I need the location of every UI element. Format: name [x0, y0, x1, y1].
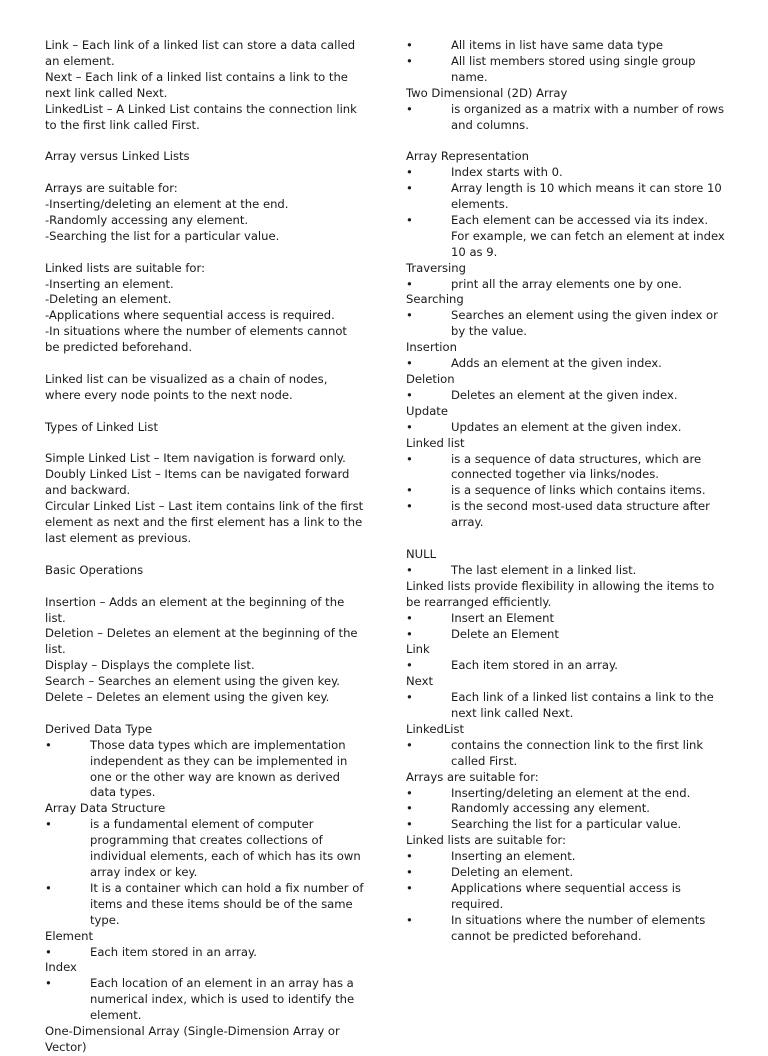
right-bullet-item: [406, 165, 728, 181]
bullet-dot: •: [406, 881, 413, 895]
left-text-line: Deletion – Deletes an element at the beginning of the list.: [45, 626, 358, 657]
bullet-text: Array length is 10 which means it can store 10 elements.: [451, 181, 722, 212]
bullet-dot: •: [45, 880, 52, 895]
left-spacer: [45, 356, 365, 372]
bullet-dot: •: [406, 212, 413, 227]
right-bullet-item: [406, 499, 728, 531]
left-text-line: Doubly Linked List – Items can be navigated forward and backward.: [45, 467, 350, 498]
bullet-text: is the second most-used data structure after array.: [451, 499, 710, 530]
right-text-line: Update: [406, 403, 448, 418]
right-bullet-item: [406, 627, 728, 643]
left-bullet-item: [45, 738, 365, 802]
bullet-dot: •: [406, 849, 413, 864]
bullet-text: contains the connection link to the first link called First.: [451, 737, 704, 768]
bullet-text: Deleting an element.: [451, 865, 574, 880]
right-bullet-item: [406, 611, 728, 627]
right-bullet-item: [406, 849, 728, 865]
right-text-line: Link: [406, 642, 430, 657]
bullet-text: print all the array elements one by one.: [451, 276, 682, 291]
bullet-dot: •: [45, 976, 52, 991]
bullet-text: Each location of an element in an array has a numerical index, which is used to identify the element.: [90, 976, 355, 1023]
left-text-line: Delete – Deletes an element using the given key.: [45, 690, 330, 705]
right-spacer: [406, 531, 728, 547]
right-text-line: Traversing: [406, 260, 466, 275]
bullet-text: Index starts with 0.: [451, 165, 563, 180]
right-bullet-item: [406, 308, 728, 340]
right-bullet-item: [406, 38, 728, 54]
bullet-dot: •: [406, 165, 413, 180]
right-bullet-item: [406, 483, 728, 499]
right-text-line: Linked list: [406, 435, 465, 450]
right-text-line: Two Dimensional (2D) Array: [406, 85, 568, 100]
bullet-text: is a sequence of data structures, which are connected together via links/nodes.: [451, 451, 702, 482]
bullet-text: Each item stored in an array.: [451, 658, 618, 673]
left-text-line: Array Data Structure: [45, 801, 166, 816]
bullet-text: Each link of a linked list contains a link to the next link called Next.: [451, 690, 714, 721]
left-text-line: Derived Data Type: [45, 721, 153, 736]
bullet-dot: •: [406, 499, 413, 514]
right-bullet-item: [406, 881, 728, 913]
right-bullet-item: [406, 913, 728, 945]
right-bullet-item: [406, 786, 728, 802]
right-text-line: Arrays are suitable for:: [406, 769, 539, 784]
right-bullet-item: [406, 420, 728, 436]
bullet-dot: •: [406, 38, 413, 52]
bullet-text: In situations where the number of elements cannot be predicted beforehand.: [451, 912, 706, 943]
right-bullet-item: [406, 563, 728, 579]
bullet-text: Inserting an element.: [451, 849, 576, 864]
bullet-dot: •: [406, 276, 413, 291]
right-text-line: Array Representation: [406, 149, 529, 164]
bullet-text: Randomly accessing any element.: [451, 801, 650, 816]
left-text-line: -Inserting an element.: [45, 276, 174, 291]
bullet-text: Applications where sequential access is required.: [451, 881, 681, 911]
right-text-line: Linked lists are suitable for:: [406, 833, 566, 848]
left-text-line: Linked list can be visualized as a chain of nodes, where every node points to the next node.: [45, 371, 328, 402]
bullet-dot: •: [406, 737, 413, 752]
right-text-line: NULL: [406, 546, 437, 561]
left-text-line: -Searching the list for a particular value.: [45, 228, 280, 243]
left-text-line: be predicted beforehand.: [45, 340, 193, 355]
bullet-text: Each item stored in an array.: [90, 944, 257, 959]
left-text-line: Linked lists are suitable for:: [45, 260, 205, 275]
left-text-line: Arrays are suitable for:: [45, 181, 178, 196]
right-text-line: Deletion: [406, 372, 455, 387]
bullet-dot: •: [406, 308, 413, 323]
left-bullet-item: [45, 976, 365, 1024]
bullet-text: Adds an element at the given index.: [451, 356, 662, 371]
right-bullet-item: [406, 452, 728, 484]
left-text-line: Basic Operations: [45, 562, 144, 577]
bullet-dot: •: [406, 483, 413, 498]
left-text-line: Element: [45, 928, 93, 943]
left-bullet-item: [45, 881, 365, 929]
right-bullet-item: [406, 102, 728, 134]
bullet-text: Deletes an element at the given index.: [451, 387, 678, 402]
left-text-line: Index: [45, 960, 77, 975]
left-spacer: [45, 404, 365, 420]
right-bullet-item: [406, 277, 728, 293]
right-text-line: Linked lists provide flexibility in allowing the items to be rearranged efficiently.: [406, 578, 715, 609]
right-spacer: [406, 133, 728, 149]
left-spacer: [45, 165, 365, 181]
right-text-line: Next: [406, 674, 434, 689]
bullet-text: It is a container which can hold a fix number of items and these items should be of the same type.: [90, 880, 364, 927]
bullet-text: Those data types which are implementation independent as they can be implemented in one or the other way are known as derived data types.: [90, 737, 348, 800]
left-spacer: [45, 245, 365, 261]
bullet-text: is a fundamental element of computer programming that creates collections of individual elements, each of which has its own array index or key.: [90, 817, 361, 879]
left-spacer: [45, 706, 365, 722]
bullet-dot: •: [406, 181, 413, 196]
bullet-dot: •: [406, 101, 413, 116]
right-bullet-item: [406, 690, 728, 722]
bullet-dot: •: [45, 944, 52, 959]
bullet-dot: •: [406, 610, 413, 625]
right-bullet-item: [406, 738, 728, 770]
right-bullet-item: [406, 356, 728, 372]
left-spacer: [45, 133, 365, 149]
bullet-dot: •: [45, 737, 52, 752]
bullet-dot: •: [406, 356, 413, 371]
left-text-line: Display – Displays the complete list.: [45, 658, 255, 673]
bullet-text: All items in list have same data type: [451, 38, 664, 52]
right-bullet-item: [406, 54, 728, 86]
bullet-text: Delete an Element: [451, 626, 559, 641]
right-bullet-item: [406, 388, 728, 404]
right-bullet-item: [406, 658, 728, 674]
bullet-text: is organized as a matrix with a number of rows and columns.: [451, 101, 724, 132]
right-bullet-item: [406, 181, 728, 213]
left-bullet-item: [45, 817, 365, 881]
left-text-line: Circular Linked List – Last item contains link of the first element as next and the first element has a link to the last element as previous.: [45, 499, 364, 545]
bullet-dot: •: [406, 658, 413, 673]
bullet-dot: •: [406, 801, 413, 816]
bullet-text: Each element can be accessed via its index. For example, we can fetch an element at index 10 as 9.: [451, 212, 725, 259]
left-text-line: Simple Linked List – Item navigation is forward only.: [45, 451, 346, 466]
left-text-line: LinkedList – A Linked List contains the connection link to the first link called First.: [45, 101, 357, 132]
left-bullet-item: [45, 945, 365, 961]
right-bullet-item: [406, 817, 728, 833]
left-column: [45, 38, 365, 1056]
left-text-line: Insertion – Adds an element at the beginning of the list.: [45, 594, 345, 625]
right-bullet-item: [406, 865, 728, 881]
left-text-line: -In situations where the number of elements cannot: [45, 324, 347, 339]
bullet-text: All list members stored using single group name.: [451, 53, 696, 84]
right-bullet-item: [406, 801, 728, 817]
left-text-line: -Deleting an element.: [45, 292, 172, 307]
bullet-dot: •: [406, 419, 413, 434]
left-text-line: -Inserting/deleting an element at the end.: [45, 197, 289, 212]
left-spacer: [45, 547, 365, 563]
right-bullet-item: [406, 213, 728, 261]
bullet-dot: •: [406, 562, 413, 577]
bullet-dot: •: [406, 785, 413, 800]
left-text-line: Link – Each link of a linked list can store a data called an element.: [45, 38, 356, 68]
bullet-dot: •: [406, 387, 413, 402]
left-text-line: Array versus Linked Lists: [45, 149, 190, 164]
bullet-dot: •: [406, 626, 413, 641]
left-text-line: Search – Searches an element using the given key.: [45, 674, 340, 689]
left-text-line: -Randomly accessing any element.: [45, 212, 249, 227]
left-spacer: [45, 436, 365, 452]
bullet-dot: •: [45, 817, 52, 832]
bullet-dot: •: [406, 451, 413, 466]
left-text-line: Next – Each link of a linked list contains a link to the next link called Next.: [45, 69, 348, 100]
bullet-dot: •: [406, 690, 413, 705]
bullet-dot: •: [406, 912, 413, 927]
bullet-dot: •: [406, 817, 413, 832]
bullet-text: Inserting/deleting an element at the end.: [451, 785, 691, 800]
bullet-text: Insert an Element: [451, 610, 555, 625]
right-column: [406, 38, 728, 945]
bullet-text: Updates an element at the given index.: [451, 419, 682, 434]
left-text-line: -Applications where sequential access is required.: [45, 308, 335, 323]
left-spacer: [45, 579, 365, 595]
left-text-line: One-Dimensional Array (Single-Dimension Array or Vector): [45, 1024, 340, 1054]
bullet-text: is a sequence of links which contains items.: [451, 483, 706, 498]
bullet-dot: •: [406, 53, 413, 68]
bullet-dot: •: [406, 865, 413, 880]
left-text-line: Types of Linked List: [45, 419, 158, 434]
bullet-text: Searches an element using the given index or by the value.: [451, 308, 718, 339]
bullet-text: The last element in a linked list.: [451, 562, 637, 577]
right-text-line: LinkedList: [406, 721, 465, 736]
right-text-line: Insertion: [406, 340, 457, 355]
bullet-text: Searching the list for a particular value.: [451, 817, 682, 832]
right-text-line: Searching: [406, 292, 464, 307]
